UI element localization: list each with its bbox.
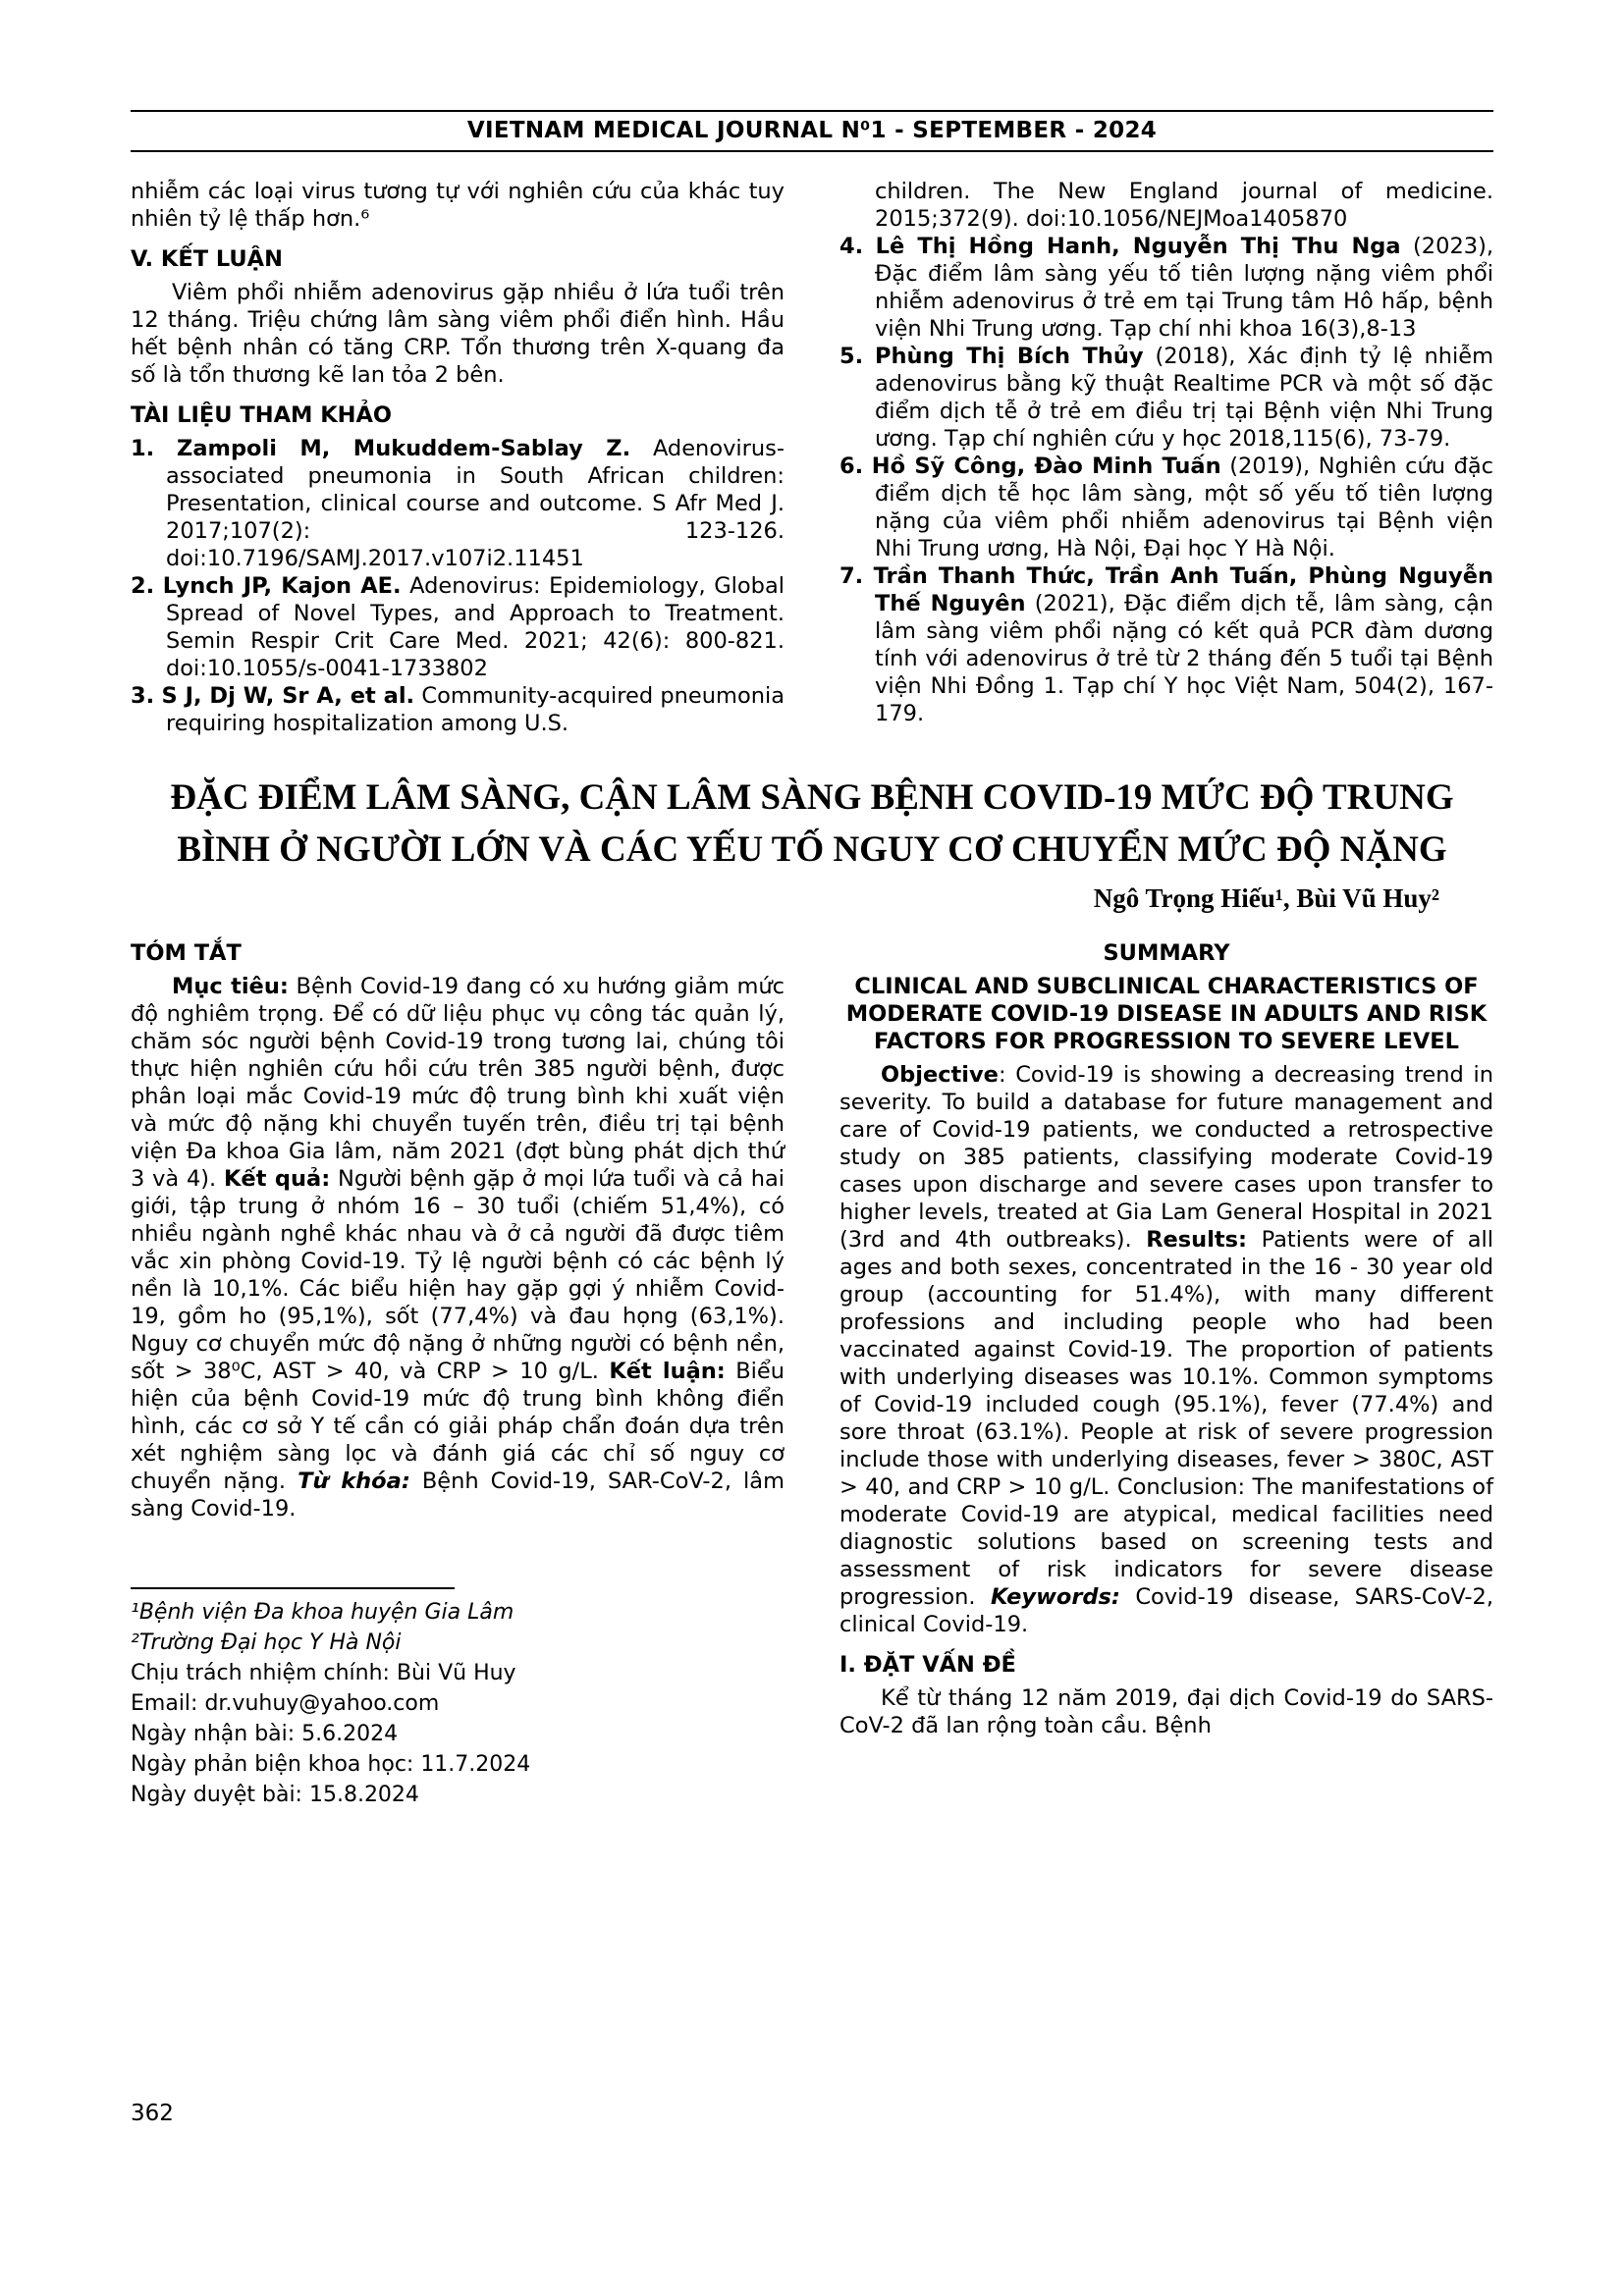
abstract-paragraph <box>131 973 785 1522</box>
reference-7-text: (2021), Đặc điểm dịch tễ, lâm sàng, cận lâm sàng viêm phổi nặng có kết quả PCR đàm dương tính với adenovirus ở trẻ từ 2 tháng đến 5 tuổi tại Bệnh viện Nhi Đồng 1. Tạp chí Y học Việt Nam, 504(2), 167-179. <box>875 591 1494 726</box>
reference-1-text: Adenovirus-associated pneumonia in South African children: Presentation, clinical course and outcome. S Afr Med J. 2017;107(2): 123-126. doi:10.7196/SAMJ.2017.v107i2.11451 <box>166 436 785 571</box>
reference-5-number: 5. <box>839 344 864 369</box>
reference-item-2 <box>131 572 785 682</box>
reference-5-text: (2018), Xác định tỷ lệ nhiễm adenovirus bằng kỹ thuật Realtime PCR và một số đặc điểm dịch tễ ở trẻ em điều trị tại Bệnh viện Nhi Trung ương. Tạp chí nghiên cứu y học 2018,115(6), 73-79. <box>875 344 1494 452</box>
summary-english-title: CLINICAL AND SUBCLINICAL CHARACTERISTICS OF MODERATE COVID-19 DISEASE IN ADULTS AND RISK FACTORS FOR PROGRESSION TO SEVERE LEVEL <box>845 974 1488 1055</box>
footnote-corresponding-author: Chịu trách nhiệm chính: Bùi Vũ Huy <box>131 1661 516 1686</box>
top-left-column <box>131 178 785 737</box>
abstract-results-text: Người bệnh gặp ở mọi lứa tuổi và cả hai giới, tập trung ở nhóm 16 – 30 tuổi (chiếm 51,4%), có nhiều ngành nghề khác nhau và ở cả người đã được tiêm vắc xin phòng Covid-19. Tỷ lệ người bệnh có các bệnh lý nền là 10,1%. Các biểu hiện hay gặp gợi ý nhiễm Covid-19, gồm ho (95,1%), sốt (77,4%) và đau họng (63,1%). Nguy cơ chuyển mức độ nặng ở những người có bệnh nền, sốt > 38⁰C, AST > 40, và CRP > 10 g/L. <box>131 1166 785 1385</box>
summary-keywords-text: Covid-19 disease, SARS-CoV-2, clinical Covid-19. <box>839 1584 1494 1638</box>
footnote-received-date: Ngày nhận bài: 5.6.2024 <box>131 1722 399 1747</box>
reference-item-6 <box>839 453 1493 562</box>
reference-3-text: Community-acquired pneumonia requiring hospitalization among U.S. <box>166 683 785 736</box>
conclusion-heading: V. KẾT LUẬN <box>131 246 283 272</box>
references-heading: TÀI LIỆU THAM KHẢO <box>131 402 393 428</box>
prev-article-tail: nhiễm các loại virus tương tự với nghiên cứu của khác tuy nhiên tỷ lệ thấp hơn.⁶ <box>131 179 785 232</box>
article-title: ĐẶC ĐIỂM LÂM SÀNG, CẬN LÂM SÀNG BỆNH COVID-19 MỨC ĐỘ TRUNG BÌNH Ở NGƯỜI LỚN VÀ CÁC YẾU TỐ NGUY CƠ CHUYỂN MỨC ĐỘ NẶNG <box>170 777 1454 870</box>
reference-item-4 <box>839 233 1493 343</box>
reference-3-number: 3. <box>131 683 155 709</box>
reference-3-continuation: children. The New England journal of medicine. 2015;372(9). doi:10.1056/NEJMoa1405870 <box>875 179 1493 232</box>
footnote-affiliation-1: ¹Bệnh viện Đa khoa huyện Gia Lâm <box>131 1600 514 1626</box>
footnote-email: Email: dr.vuhuy@yahoo.com <box>131 1691 440 1717</box>
reference-6-number: 6. <box>839 454 864 479</box>
reference-7-number: 7. <box>839 563 864 589</box>
summary-conclusion-label: Conclusion: <box>1116 1474 1246 1501</box>
reference-item-5 <box>839 343 1493 453</box>
introduction-paragraph: Kể từ tháng 12 năm 2019, đại dịch Covid-19 do SARS-CoV-2 đã lan rộng toàn cầu. Bệnh <box>839 1685 1493 1739</box>
reference-item-7 <box>839 562 1493 727</box>
body-right-column <box>839 939 1493 1739</box>
summary-conclusion-text: The manifestations of moderate Covid-19 are atypical, medical facilities need diagnostic solutions based on screening tests and assessment of risk indicators for severe disease progression. <box>839 1474 1493 1611</box>
footnote-block <box>131 1587 785 1810</box>
reference-1-number: 1. <box>131 436 155 461</box>
reference-6-text: (2019), Nghiên cứu đặc điểm dịch tễ học lâm sàng, một số yếu tố tiên lượng nặng của viêm phổi nhiễm adenovirus tại Bệnh viện Nhi Trung ương, Hà Nội, Đại học Y Hà Nội. <box>875 454 1494 561</box>
reference-4-text: (2023), Đặc điểm lâm sàng yếu tố tiên lượng nặng viêm phổi nhiễm adenovirus ở trẻ em tại Trung tâm Hô hấp, bệnh viện Nhi Trung ương. Tạp chí nhi khoa 16(3),8-13 <box>875 234 1494 342</box>
reference-2-number: 2. <box>131 573 155 599</box>
body-left-column <box>131 939 785 1810</box>
abstract-keywords-text: Bệnh Covid-19, SAR-CoV-2, lâm sàng Covid-19. <box>131 1468 785 1522</box>
footnote-affiliation-2: ²Trường Đại học Y Hà Nội <box>131 1630 402 1656</box>
conclusion-paragraph: Viêm phổi nhiễm adenovirus gặp nhiều ở lứa tuổi trên 12 tháng. Triệu chứng lâm sàng viêm phổi điển hình. Hầu hết bệnh nhân có tăng CRP. Tổn thương trên X-quang đa số là tổn thương kẽ lan tỏa 2 bên. <box>131 280 785 388</box>
abstract-results-label: Kết quả: <box>224 1166 331 1193</box>
summary-results-text: Patients were of all ages and both sexes, concentrated in the 16 - 30 year old group (accounting for 51.4%), with many different professions and including people who had been vaccinated against Covid-19. The proportion of patients with underlying diseases was 10.1%. Common symptoms of Covid-19 included cough (95.1%), fever (77.4%) and sore throat (63.1%). People at risk of severe progression include those with underlying diseases, fever > 380C, AST > 40, and CRP > 10 g/L. <box>839 1227 1493 1501</box>
abstract-heading: TÓM TẮT <box>131 940 242 967</box>
reference-item-1 <box>131 435 785 572</box>
summary-objective-text: : Covid-19 is showing a decreasing trend in severity. To build a database for future management and care of Covid-19 patients, we conducted a retrospective study on 385 patients, classifying moderate Covid-19 cases upon discharge and severe cases upon transfer to higher levels, treated at Gia Lam General Hospital in 2021 (3rd and 4th outbreaks). <box>839 1062 1493 1254</box>
journal-header <box>131 110 1493 152</box>
reference-6-authors: Hồ Sỹ Công, Đào Minh Tuấn <box>871 454 1221 479</box>
journal-header-text: VIETNAM MEDICAL JOURNAL N⁰1 - SEPTEMBER - 2024 <box>466 118 1158 143</box>
reference-item-3 <box>131 682 785 737</box>
introduction-heading: I. ĐẶT VẤN ĐỀ <box>839 1652 1016 1679</box>
footnote-divider <box>131 1587 455 1589</box>
abstract-objective-label: Mục tiêu: <box>172 974 289 1000</box>
abstract-conclusion-text: Biểu hiện của bệnh Covid-19 mức độ trung bình không điển hình, các cơ sở Y tế cần có giải pháp chẩn đoán dựa trên xét nghiệm sàng lọc và đánh giá các chỉ số nguy cơ chuyển nặng. <box>131 1359 785 1495</box>
summary-keywords-label: Keywords: <box>990 1584 1120 1611</box>
abstract-conclusion-label: Kết luận: <box>609 1359 726 1385</box>
previous-article-section <box>131 178 1493 737</box>
reference-7-authors: Trần Thanh Thức, Trần Anh Tuấn, Phùng Nguyễn Thế Nguyên <box>873 563 1493 616</box>
reference-1-authors: Zampoli M, Mukuddem-Sablay Z. <box>177 436 631 461</box>
reference-5-authors: Phùng Thị Bích Thủy <box>875 344 1144 369</box>
reference-2-text: Adenovirus: Epidemiology, Global Spread of Novel Types, and Approach to Treatment. Semin Respir Crit Care Med. 2021; 42(6): 800-821. doi:10.1055/s-0041-1733802 <box>166 573 785 681</box>
reference-4-number: 4. <box>839 234 864 259</box>
footnote-accepted-date: Ngày duyệt bài: 15.8.2024 <box>131 1783 419 1808</box>
reference-4-authors: Lê Thị Hồng Hanh, Nguyễn Thị Thu Nga <box>875 234 1401 259</box>
top-right-column <box>839 178 1493 727</box>
abstract-objective-text: Bệnh Covid-19 đang có xu hướng giảm mức độ nghiêm trọng. Để có dữ liệu phục vụ công tác quản lý, chăm sóc người bệnh Covid-19 trong tương lai, chúng tôi thực hiện nghiên cứu hồi cứu trên 385 người bệnh, được phân loại mắc Covid-19 mức độ trung bình khi xuất viện và mức độ nặng khi chuyển tuyến trên, điều trị tại bệnh viện Đa khoa Gia lâm, năm 2021 (đợt bùng phát dịch thứ 3 và 4). <box>131 974 785 1193</box>
article-authors: Ngô Trọng Hiếu¹, Bùi Vũ Huy² <box>1093 883 1439 914</box>
summary-results-label: Results: <box>1146 1227 1248 1254</box>
page-number: 362 <box>131 2101 174 2126</box>
reference-2-authors: Lynch JP, Kajon AE. <box>162 573 402 599</box>
summary-paragraph <box>839 1061 1493 1638</box>
summary-heading: SUMMARY <box>1103 940 1230 967</box>
footnote-review-date: Ngày phản biện khoa học: 11.7.2024 <box>131 1752 531 1778</box>
summary-objective-label: Objective <box>881 1062 999 1089</box>
article-body-section <box>131 939 1493 1810</box>
reference-3-authors: S J, Dj W, Sr A, et al. <box>161 683 415 709</box>
abstract-keywords-label: Từ khóa: <box>298 1468 410 1495</box>
